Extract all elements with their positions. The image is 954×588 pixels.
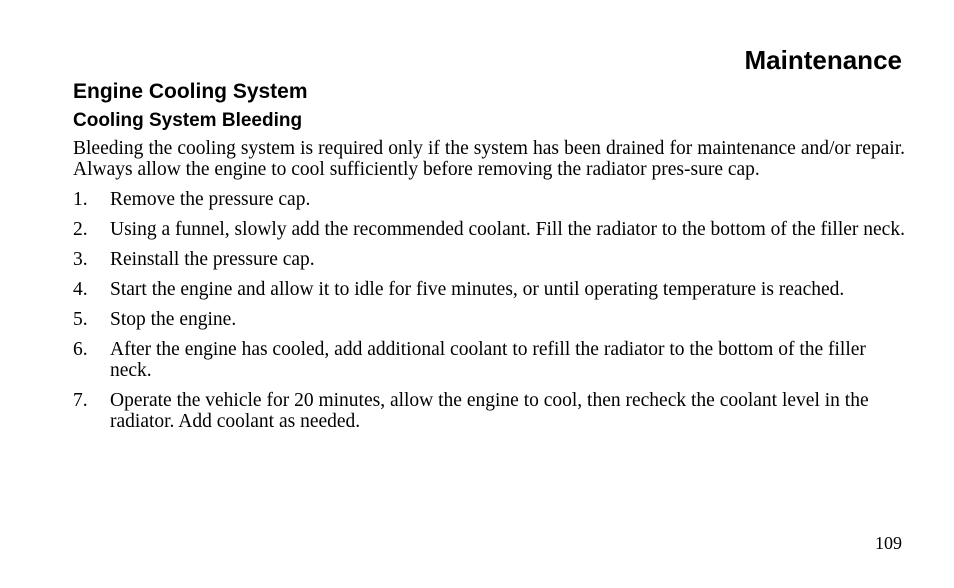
step-text: Operate the vehicle for 20 minutes, allow the engine to cool, then recheck the coolant level in the radiator. Add coolant as needed. [110,390,869,432]
step-text: Using a funnel, slowly add the recommended coolant. Fill the radiator to the bottom of the filler neck. [110,219,905,240]
step-number: 6. [73,339,88,360]
step-item [73,390,905,432]
intro-paragraph: Bleeding the cooling system is required only if the system has been drained for maintenance and/or repair. Always allow the engine to cool sufficiently before removing the radiator pres-sure cap. [73,138,905,180]
step-number: 7. [73,390,88,411]
step-item [73,339,905,381]
step-text: Remove the pressure cap. [110,189,311,210]
step-item [73,309,905,330]
section-title: Maintenance [744,45,902,75]
step-number: 4. [73,279,88,300]
step-item [73,249,905,270]
step-text: Start the engine and allow it to idle for five minutes, or until operating temperature is reached. [110,279,845,300]
page-heading: Engine Cooling System [73,80,308,103]
step-item [73,189,905,210]
page-subheading: Cooling System Bleeding [73,110,303,131]
step-number: 5. [73,309,88,330]
page-content [73,78,905,441]
step-text: Stop the engine. [110,309,237,330]
step-number: 1. [73,189,88,210]
step-text: Reinstall the pressure cap. [110,249,315,270]
steps-list [73,189,905,432]
step-item [73,279,905,300]
page-number: 109 [875,533,902,553]
step-number: 2. [73,219,88,240]
step-number: 3. [73,249,88,270]
step-text: After the engine has cooled, add additional coolant to refill the radiator to the bottom of the filler neck. [110,339,866,381]
step-item [73,219,905,240]
